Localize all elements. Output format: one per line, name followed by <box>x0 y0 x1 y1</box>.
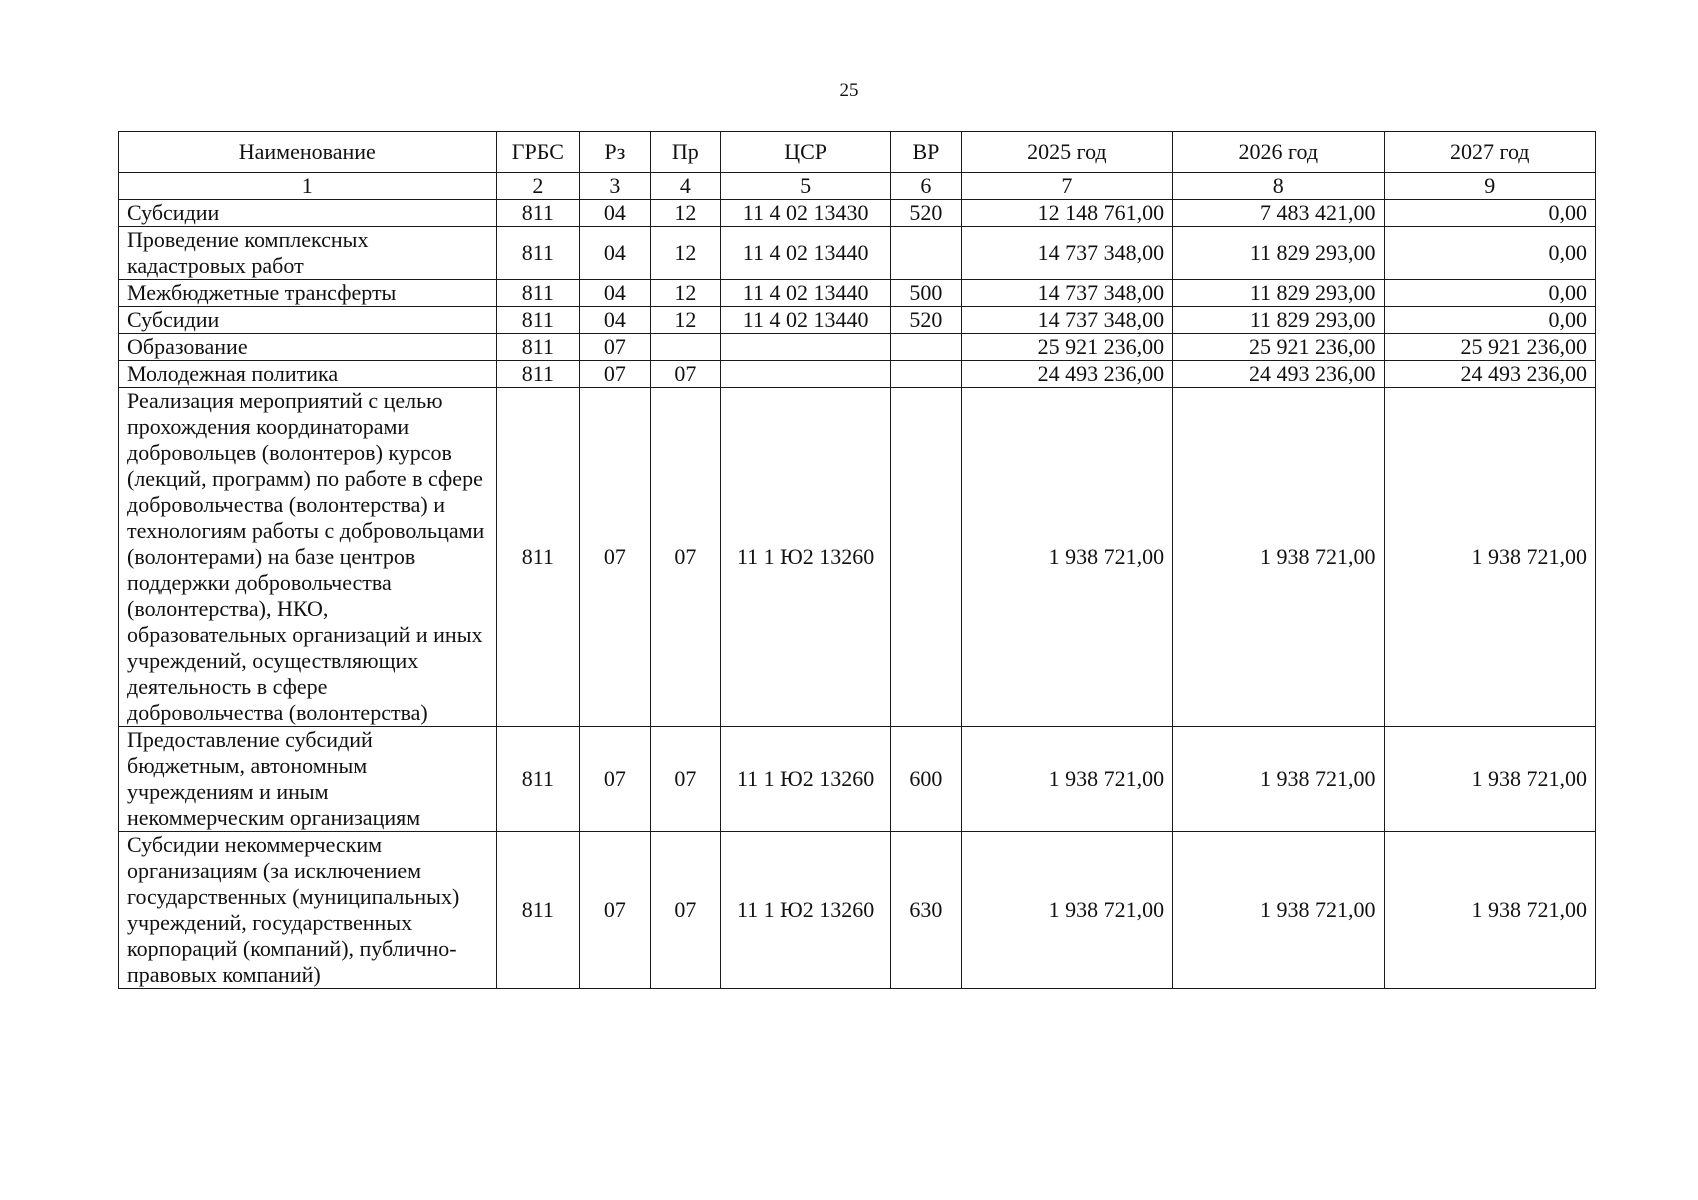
column-number: 1 <box>119 173 497 200</box>
column-number: 2 <box>496 173 580 200</box>
amount-2025-cell: 12 148 761,00 <box>961 200 1172 227</box>
csr-cell: 11 4 02 13440 <box>721 307 891 334</box>
row-name: Проведение комплексных кадастровых работ <box>119 227 497 280</box>
amount-2026-cell: 11 829 293,00 <box>1173 227 1384 280</box>
amount-2027-cell: 1 938 721,00 <box>1384 832 1596 989</box>
csr-cell: 11 4 02 13430 <box>721 200 891 227</box>
row-name: Предоставление субсидий бюджетным, автономным учреждениям и иным некоммерческим организациям <box>119 727 497 832</box>
table-row <box>119 727 1596 832</box>
csr-cell <box>721 361 891 388</box>
table-row <box>119 307 1596 334</box>
vr-cell <box>891 361 961 388</box>
pr-cell: 07 <box>650 388 720 727</box>
csr-cell: 11 1 Ю2 13260 <box>721 832 891 989</box>
vr-cell: 630 <box>891 832 961 989</box>
rz-cell: 04 <box>580 280 650 307</box>
column-header: Пр <box>650 132 720 173</box>
rz-cell: 04 <box>580 307 650 334</box>
rz-cell: 07 <box>580 727 650 832</box>
grbs-cell: 811 <box>496 388 580 727</box>
column-header: ЦСР <box>721 132 891 173</box>
column-header: 2027 год <box>1384 132 1596 173</box>
vr-cell: 520 <box>891 200 961 227</box>
column-number: 9 <box>1384 173 1596 200</box>
rz-cell: 07 <box>580 832 650 989</box>
pr-cell: 12 <box>650 280 720 307</box>
pr-cell: 12 <box>650 200 720 227</box>
column-header: Рз <box>580 132 650 173</box>
rz-cell: 07 <box>580 361 650 388</box>
csr-cell <box>721 334 891 361</box>
csr-cell: 11 1 Ю2 13260 <box>721 727 891 832</box>
rz-cell: 04 <box>580 200 650 227</box>
pr-cell: 07 <box>650 832 720 989</box>
amount-2026-cell: 1 938 721,00 <box>1173 388 1384 727</box>
vr-cell <box>891 227 961 280</box>
table-row <box>119 334 1596 361</box>
amount-2026-cell: 24 493 236,00 <box>1173 361 1384 388</box>
amount-2025-cell: 24 493 236,00 <box>961 361 1172 388</box>
grbs-cell: 811 <box>496 727 580 832</box>
amount-2027-cell: 0,00 <box>1384 200 1596 227</box>
vr-cell: 600 <box>891 727 961 832</box>
column-number: 8 <box>1173 173 1384 200</box>
column-header: Наименование <box>119 132 497 173</box>
csr-cell: 11 4 02 13440 <box>721 227 891 280</box>
amount-2026-cell: 7 483 421,00 <box>1173 200 1384 227</box>
vr-cell: 520 <box>891 307 961 334</box>
table-row <box>119 361 1596 388</box>
rz-cell: 04 <box>580 227 650 280</box>
amount-2027-cell: 0,00 <box>1384 227 1596 280</box>
row-name: Реализация мероприятий с целью прохождения координаторами добровольцев (волонтеров) курсов (лекций, программ) по работе в сфере добровольчества (волонтерства) и технологиям работы с добровольцами (волонтерами) на базе центров поддержки добровольчества (волонтерства), НКО, образовательных организаций и иных учреждений, осуществляющих деятельность в сфере добровольчества (волонтерства) <box>119 388 497 727</box>
table-row <box>119 227 1596 280</box>
amount-2025-cell: 1 938 721,00 <box>961 832 1172 989</box>
amount-2026-cell: 1 938 721,00 <box>1173 832 1384 989</box>
grbs-cell: 811 <box>496 227 580 280</box>
amount-2026-cell: 11 829 293,00 <box>1173 307 1384 334</box>
table-row <box>119 200 1596 227</box>
amount-2025-cell: 25 921 236,00 <box>961 334 1172 361</box>
column-header: ГРБС <box>496 132 580 173</box>
column-number-row <box>119 173 1596 200</box>
amount-2026-cell: 11 829 293,00 <box>1173 280 1384 307</box>
row-name: Субсидии некоммерческим организациям (за исключением государственных (муниципальных) учреждений, государственных корпораций (компаний), публично-правовых компаний) <box>119 832 497 989</box>
rz-cell: 07 <box>580 334 650 361</box>
amount-2025-cell: 14 737 348,00 <box>961 280 1172 307</box>
grbs-cell: 811 <box>496 832 580 989</box>
column-number: 3 <box>580 173 650 200</box>
amount-2025-cell: 1 938 721,00 <box>961 388 1172 727</box>
column-header: 2025 год <box>961 132 1172 173</box>
row-name: Молодежная политика <box>119 361 497 388</box>
column-number: 5 <box>721 173 891 200</box>
table-row <box>119 280 1596 307</box>
amount-2027-cell: 24 493 236,00 <box>1384 361 1596 388</box>
pr-cell: 12 <box>650 227 720 280</box>
row-name: Межбюджетные трансферты <box>119 280 497 307</box>
pr-cell <box>650 334 720 361</box>
vr-cell <box>891 334 961 361</box>
vr-cell: 500 <box>891 280 961 307</box>
grbs-cell: 811 <box>496 200 580 227</box>
pr-cell: 12 <box>650 307 720 334</box>
rz-cell: 07 <box>580 388 650 727</box>
amount-2026-cell: 25 921 236,00 <box>1173 334 1384 361</box>
row-name: Образование <box>119 334 497 361</box>
row-name: Субсидии <box>119 307 497 334</box>
column-header: 2026 год <box>1173 132 1384 173</box>
amount-2026-cell: 1 938 721,00 <box>1173 727 1384 832</box>
csr-cell: 11 1 Ю2 13260 <box>721 388 891 727</box>
csr-cell: 11 4 02 13440 <box>721 280 891 307</box>
row-name: Субсидии <box>119 200 497 227</box>
amount-2027-cell: 25 921 236,00 <box>1384 334 1596 361</box>
grbs-cell: 811 <box>496 334 580 361</box>
amount-2025-cell: 1 938 721,00 <box>961 727 1172 832</box>
column-number: 7 <box>961 173 1172 200</box>
column-number: 6 <box>891 173 961 200</box>
amount-2027-cell: 1 938 721,00 <box>1384 388 1596 727</box>
table-row <box>119 832 1596 989</box>
column-header: ВР <box>891 132 961 173</box>
amount-2025-cell: 14 737 348,00 <box>961 227 1172 280</box>
table-row <box>119 388 1596 727</box>
budget-table <box>118 131 1596 989</box>
grbs-cell: 811 <box>496 361 580 388</box>
grbs-cell: 811 <box>496 280 580 307</box>
header-row <box>119 132 1596 173</box>
amount-2027-cell: 0,00 <box>1384 307 1596 334</box>
amount-2027-cell: 0,00 <box>1384 280 1596 307</box>
page-number: 25 <box>839 80 859 101</box>
amount-2025-cell: 14 737 348,00 <box>961 307 1172 334</box>
column-number: 4 <box>650 173 720 200</box>
vr-cell <box>891 388 961 727</box>
pr-cell: 07 <box>650 727 720 832</box>
grbs-cell: 811 <box>496 307 580 334</box>
amount-2027-cell: 1 938 721,00 <box>1384 727 1596 832</box>
pr-cell: 07 <box>650 361 720 388</box>
